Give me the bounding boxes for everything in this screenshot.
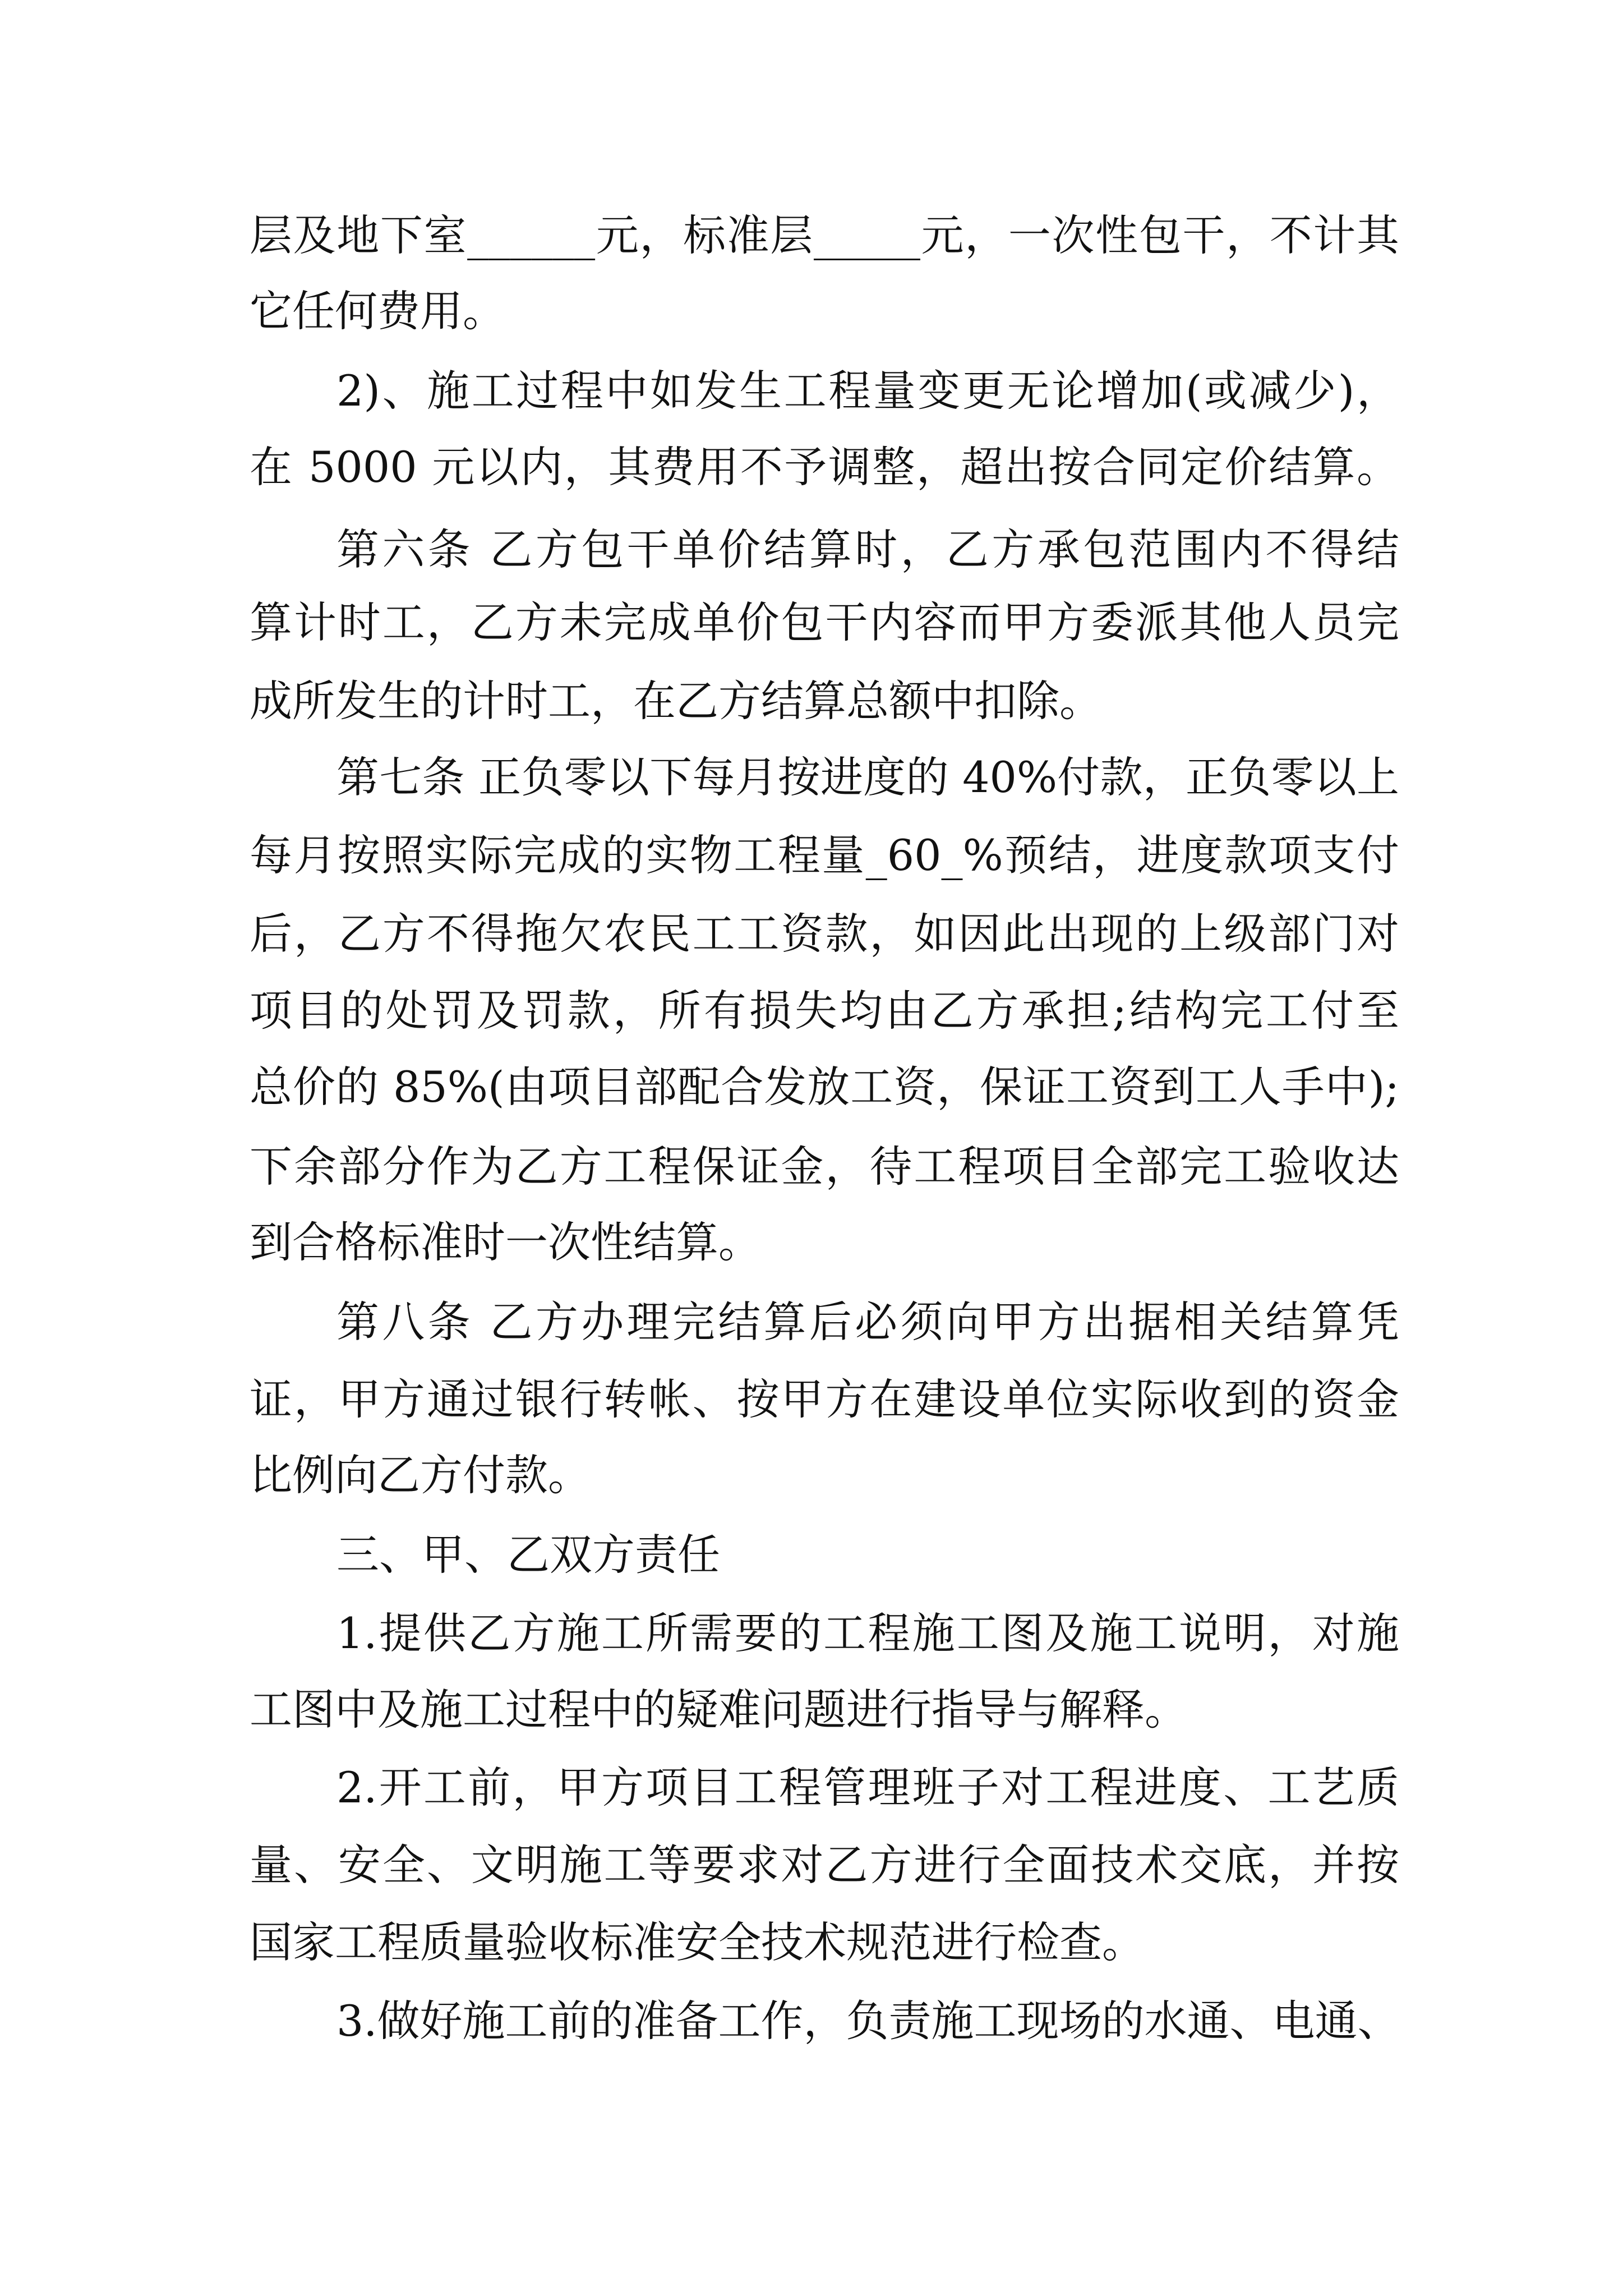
text-line: 后，乙方不得拖欠农民工工资款，如因此出现的上级部门对 <box>250 909 1399 959</box>
text-line: 3.做好施工前的准备工作，负责施工现场的水通、电通、 <box>336 1996 1400 2046</box>
text-line: 第六条 乙方包干单价结算时，乙方承包范围内不得结 <box>336 524 1399 574</box>
text-line: 在 5000 元以内，其费用不予调整，超出按合同定价结算。 <box>250 442 1399 492</box>
text-line: 层及地下室______元，标准层_____元，一次性包干，不计其 <box>250 210 1399 260</box>
text-line: 国家工程质量验收标准安全技术规范进行检查。 <box>250 1917 1145 1967</box>
text-line: 工图中及施工过程中的疑难问题进行指导与解释。 <box>250 1685 1187 1734</box>
text-line: 量、安全、文明施工等要求对乙方进行全面技术交底，并按 <box>250 1840 1399 1890</box>
text-line: 证，甲方通过银行转帐、按甲方在建设单位实际收到的资金 <box>250 1374 1399 1424</box>
text-line: 到合格标准时一次性结算。 <box>250 1217 761 1267</box>
text-line: 算计时工，乙方未完成单价包干内容而甲方委派其他人员完 <box>250 597 1399 647</box>
text-line: 2.开工前，甲方项目工程管理班子对工程进度、工艺质 <box>336 1763 1399 1812</box>
text-line: 它任何费用。 <box>250 286 505 336</box>
text-line: 项目的处罚及罚款，所有损失均由乙方承担;结构完工付至 <box>250 986 1399 1036</box>
text-line: 第八条 乙方办理完结算后必须向甲方出据相关结算凭 <box>336 1297 1399 1347</box>
text-line: 成所发生的计时工，在乙方结算总额中扣除。 <box>250 676 1102 726</box>
text-line: 每月按照实际完成的实物工程量_60_%预结，进度款项支付 <box>250 830 1399 880</box>
text-line: 总价的 85%(由项目部配合发放工资，保证工资到工人手中); <box>250 1062 1399 1112</box>
text-line: 下余部分作为乙方工程保证金，待工程项目全部完工验收达 <box>250 1142 1399 1191</box>
section-heading: 三、甲、乙双方责任 <box>336 1530 720 1580</box>
text-line: 第七条 正负零以下每月按进度的 40%付款，正负零以上 <box>336 752 1399 802</box>
text-line: 比例向乙方付款。 <box>250 1450 591 1500</box>
text-line: 1.提供乙方施工所需要的工程施工图及施工说明，对施 <box>336 1608 1399 1658</box>
text-line: 2)、施工过程中如发生工程量变更无论增加(或减少)， <box>336 366 1399 416</box>
